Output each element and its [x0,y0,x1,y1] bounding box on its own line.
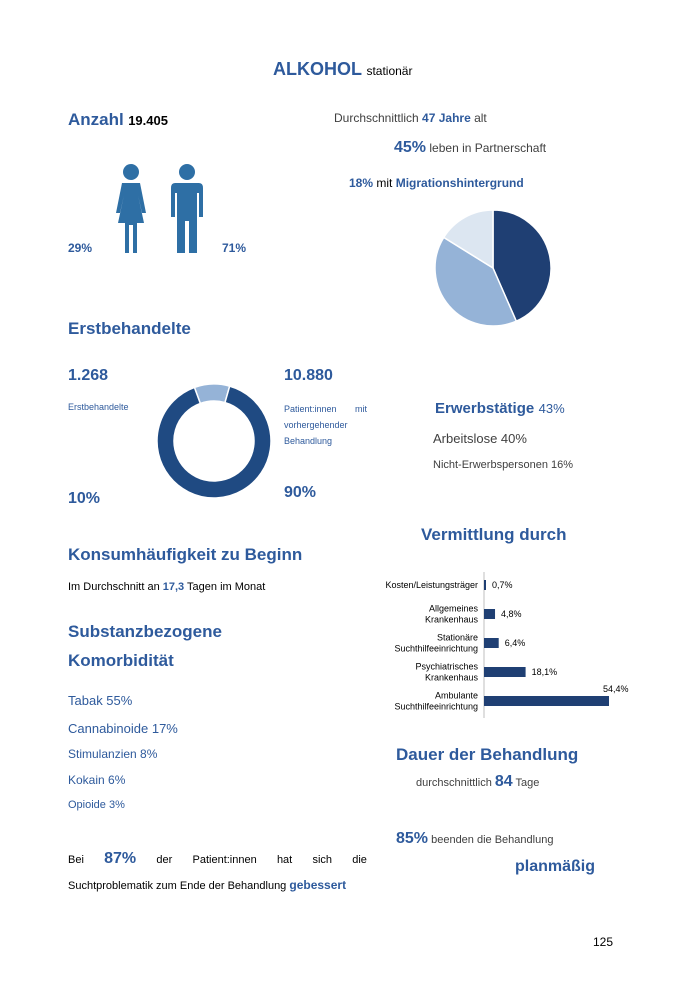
improvement-word-2: der [156,854,173,866]
count-value: 19.405 [128,113,168,128]
migration-text: Migrationshintergrund [395,176,524,190]
comorbidity-item-4: Kokain 6% [68,773,126,787]
consumption-value: 17,3 [162,581,185,593]
consumption-heading: Konsumhäufigkeit zu Beginn [68,545,303,564]
improvement-highlight: gebessert [289,878,347,892]
title-sub: stationär [366,64,413,78]
first-treated-right-value: 10.880 [284,367,333,384]
bar-value-label-4: 18,1% [531,667,558,677]
bar-category-label-2: Krankenhaus [424,614,478,625]
duration-value: 84 [494,773,513,790]
completion-line [396,830,553,848]
count-label: Anzahl [68,110,124,129]
first-treated-left-label: Erstbehandelte [68,402,129,412]
bar-category-label-3: Suchthilfeeinrichtung [394,643,478,654]
bar-2 [484,609,495,619]
comorbidity-heading-1: Substanzbezogene [68,622,222,641]
consumption-prefix: Im Durchschnitt an [68,581,160,593]
count-block [68,110,168,130]
comorbidity-item-5: Opioide 3% [68,799,125,811]
bar-value-label-2: 4,8% [501,609,522,619]
bar-value-label-1: 0,7% [492,580,513,590]
migration-line [349,176,524,190]
migration-mid: mit [376,176,393,190]
improvement-word-1: Bei [68,854,84,866]
migration-value: 18% [349,176,374,190]
improvement-text: Suchtproblematik zum Ende der Behandlung [68,880,287,892]
comorbidity-item-3: Stimulanzien 8% [68,747,158,761]
comorbidity-item-2: Cannabinoide 17% [68,721,178,736]
non-employed-line: Nicht-Erwerbspersonen 16% [433,459,574,471]
first-treated-right-pct: 90% [284,484,317,501]
first-treated-donut-chart [156,383,272,499]
first-treated-heading: Erstbehandelte [68,319,191,338]
bar-category-label-3: Stationäre [436,632,478,643]
employed-line [435,400,565,418]
right-label-line-3: Behandlung [284,436,333,446]
bar-category-label-4: Krankenhaus [424,672,478,683]
female-icon [108,163,154,255]
bar-category-label-5: Ambulante [434,690,478,701]
duration-suffix: Tage [515,777,540,789]
age-prefix: Durchschnittlich [334,111,419,125]
improvement-line-1 [68,850,367,868]
bar-value-label-3: 6,4% [504,638,526,648]
age-line [334,111,487,125]
partnership-line [394,139,546,157]
bar-category-label-5: Suchthilfeeinrichtung [394,701,478,712]
improvement-line-2 [68,878,346,892]
completion-text: beenden die Behandlung [431,834,554,846]
first-treated-left-pct: 10% [68,490,101,507]
consumption-suffix: Tagen im Monat [187,581,266,593]
bar-3 [484,638,499,648]
consumption-line [68,581,265,593]
right-label-line-2: vorhergehender [284,420,348,430]
page-number: 125 [593,935,614,949]
referral-bar-chart [360,570,660,720]
right-label-word-1: Patient:innen [284,404,337,414]
page-title [273,59,412,80]
improvement-word-3: Patient:innen [192,854,257,866]
bar-4 [484,667,526,677]
bar-category-label-4: Psychiatrisches [415,661,478,672]
referral-heading: Vermittlung durch [421,525,567,544]
donut-segment-2 [157,386,271,498]
male-pct: 71% [222,241,247,255]
employed-value: 43% [538,401,565,416]
first-treated-right-label [284,401,367,449]
right-label-word-2: mit [355,404,367,414]
bar-category-label-2: Allgemeines [428,603,478,614]
male-icon [167,163,207,255]
age-value: 47 Jahre [422,111,471,125]
female-pct: 29% [68,241,93,255]
bar-5 [484,696,609,706]
title-main: ALKOHOL [273,59,362,79]
improvement-word-5: sich [312,854,333,866]
age-suffix: alt [474,111,487,125]
completion-highlight: planmäßig [515,858,596,875]
partnership-value: 45% [394,139,427,156]
duration-prefix: durchschnittlich [416,777,492,789]
bar-1 [484,580,486,590]
completion-value: 85% [396,830,429,847]
bar-value-label-5: 54,4% [603,684,629,694]
improvement-word-4: hat [276,854,293,866]
unemployed-line: Arbeitslose 40% [433,431,527,446]
comorbidity-heading-2: Komorbidität [68,651,174,670]
improvement-pct: 87% [104,850,137,867]
first-treated-left-value: 1.268 [68,367,109,384]
employment-pie-chart [433,208,553,328]
employed-label: Erwerbstätige [435,400,535,417]
duration-line [416,773,539,791]
partnership-text: leben in Partnerschaft [429,141,547,155]
duration-heading: Dauer der Behandlung [396,745,579,764]
improvement-word-6: die [352,854,367,866]
comorbidity-item-1: Tabak 55% [68,693,133,708]
bar-category-label-1: Kosten/Leistungsträger [385,580,478,590]
